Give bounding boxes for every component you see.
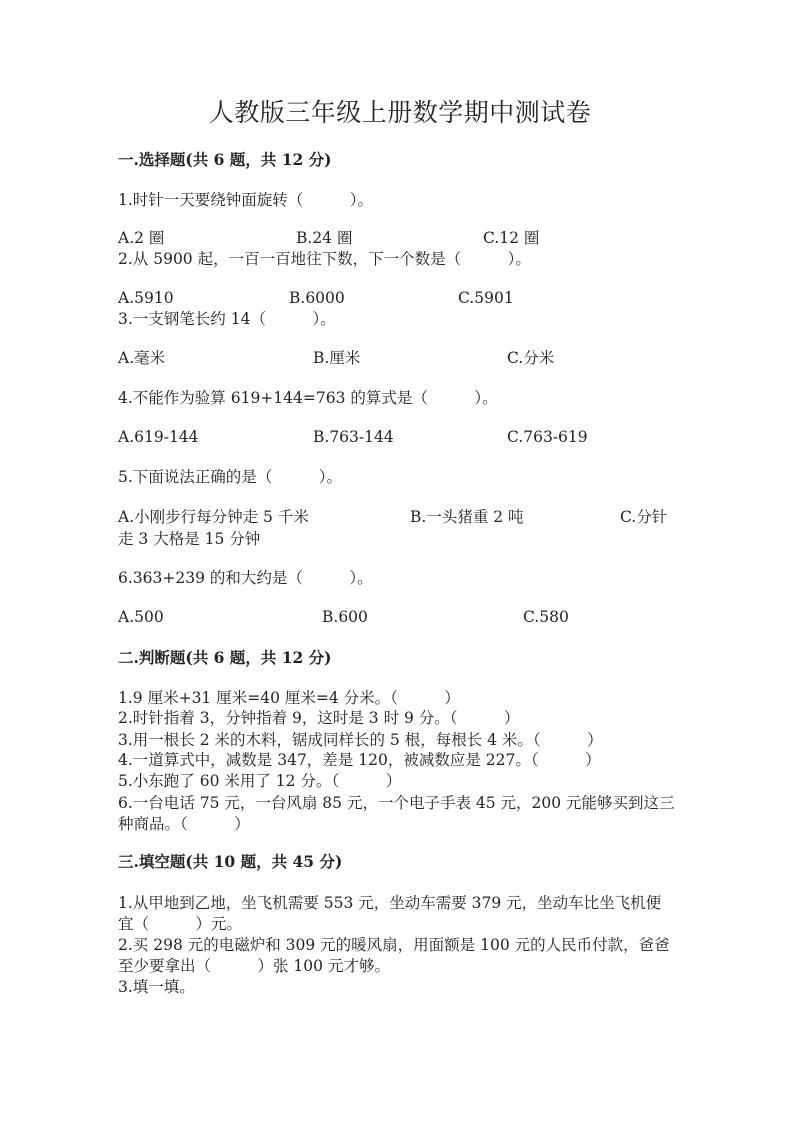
judgement-item: 2.时针指着 3，分钟指着 9，这时是 3 时 9 分。（ ） [118,709,520,727]
option-b: B.763-144 [313,428,394,446]
option-a: A.500 [118,608,164,626]
option-c: C.12 圈 [483,229,540,247]
judgement-item: 4.一道算式中，减数是 347，差是 120，被减数应是 227。（ ） [118,751,601,769]
section-heading-choice: 一.选择题(共 6 题，共 12 分) [118,150,332,169]
option-b: B.24 圈 [296,229,353,247]
question-text: 1.时针一天要绕钟面旋转（ ）。 [118,191,374,209]
option-a: A.毫米 [118,349,166,367]
option-a: A.5910 [118,289,174,307]
option-b: B.600 [322,608,368,626]
fill-in-item-continued: 至少要拿出（ ）张 100 元才够。 [118,957,390,975]
option-c: C.分针 [620,508,668,526]
option-c: C.5901 [458,289,514,307]
fill-in-item-continued: 宜（ ）元。 [118,915,243,933]
option-c-continued: 走 3 大格是 15 分钟 [118,530,261,548]
section-heading-judgement: 二.判断题(共 6 题，共 12 分) [118,648,332,667]
question-text: 3.一支钢笔长约 14（ ）。 [118,310,336,328]
question-text: 5.下面说法正确的是（ ）。 [118,468,343,486]
option-b: B.厘米 [313,349,361,367]
fill-in-item: 2.买 298 元的电磁炉和 309 元的暖风扇，用面额是 100 元的人民币付款，爸爸 [118,936,670,954]
section-heading-fill-in: 三.填空题(共 10 题，共 45 分) [118,852,343,871]
option-a: A.小刚步行每分钟走 5 千米 [118,508,309,526]
fill-in-item: 1.从甲地到乙地，坐飞机需要 553 元，坐动车需要 379 元，坐动车比坐飞机便 [118,894,662,912]
judgement-item: 5.小东跑了 60 米用了 12 分。（ ） [118,772,402,790]
question-text: 4.不能作为验算 619+144=763 的算式是（ ）。 [118,389,498,407]
page-title: 人教版三年级上册数学期中测试卷 [208,98,592,127]
judgement-item: 1.9 厘米+31 厘米=40 厘米=4 分米。（ ） [118,689,460,707]
question-text: 6.363+239 的和大约是（ ）。 [118,569,373,587]
fill-in-item: 3.填一填。 [118,978,195,996]
option-a: A.2 圈 [118,229,165,247]
judgement-item: 6.一台电话 75 元，一台风扇 85 元，一个电子手表 45 元，200 元能够买到这三 [118,794,675,812]
judgement-item-continued: 种商品。（ ） [118,815,250,833]
judgement-item: 3.用一根长 2 米的木料，锯成同样长的 5 根，每根长 4 米。（ ） [118,731,603,749]
option-c: C.763-619 [507,428,588,446]
option-c: C.580 [523,608,569,626]
option-c: C.分米 [507,349,555,367]
option-b: B.一头猪重 2 吨 [410,508,524,526]
option-b: B.6000 [289,289,345,307]
option-a: A.619-144 [118,428,199,446]
question-text: 2.从 5900 起，一百一百地往下数，下一个数是（ ）。 [118,250,531,268]
